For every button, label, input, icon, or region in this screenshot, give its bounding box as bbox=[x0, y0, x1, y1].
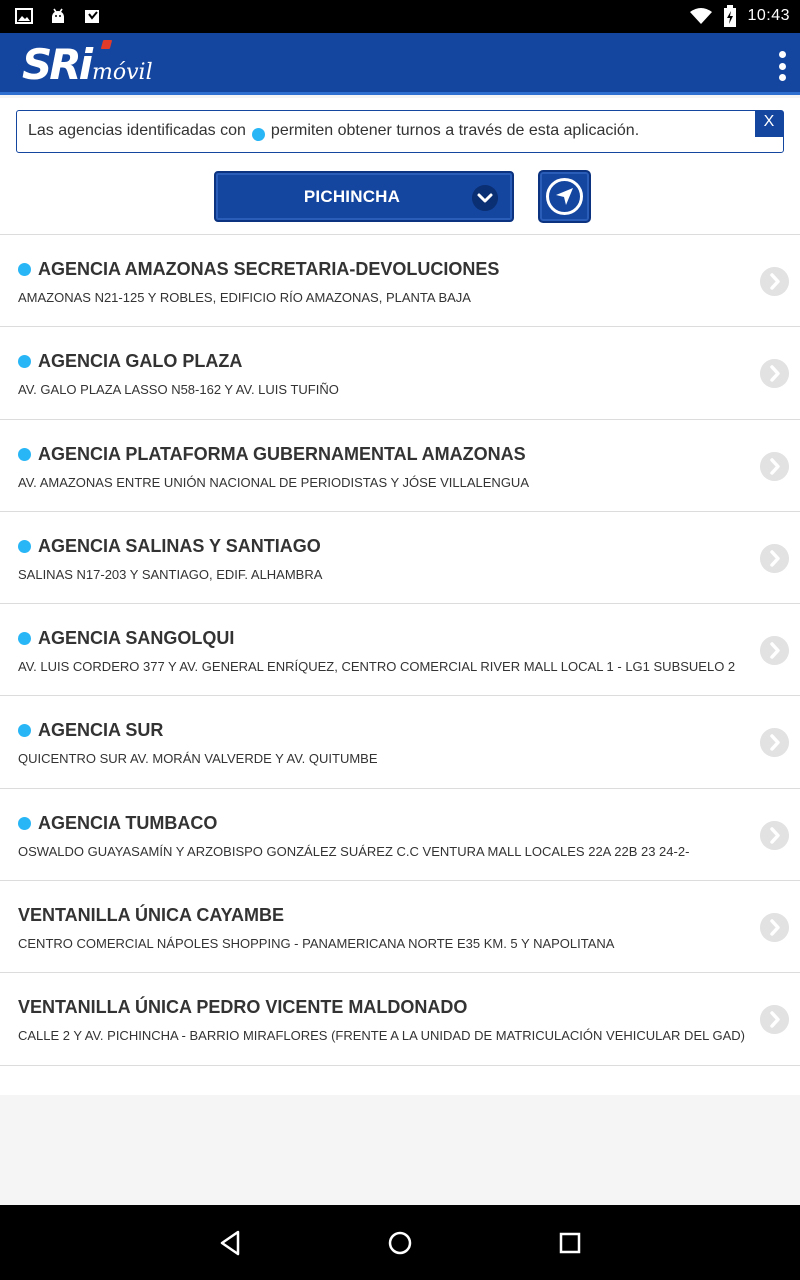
navigation-icon bbox=[540, 172, 589, 221]
more-vert-icon[interactable] bbox=[776, 51, 788, 81]
battery-icon bbox=[723, 5, 737, 27]
turn-dot-icon bbox=[18, 448, 31, 461]
province-select-value: PICHINCHA bbox=[303, 187, 401, 206]
agency-address: QUICENTRO SUR AV. MORÁN VALVERDE Y AV. QUITUMBE bbox=[18, 751, 378, 767]
agency-address: CALLE 2 Y AV. PICHINCHA - BARRIO MIRAFLORES (FRENTE A LA UNIDAD DE MATRICULACIÓN VEHICULAR DEL GAD) bbox=[18, 1028, 745, 1044]
info-banner bbox=[16, 110, 784, 153]
agency-title bbox=[18, 720, 163, 741]
agency-row[interactable] bbox=[0, 881, 800, 973]
store-icon bbox=[82, 6, 102, 26]
agency-title bbox=[18, 905, 284, 926]
agency-list bbox=[0, 234, 800, 1066]
agency-name: AGENCIA TUMBACO bbox=[38, 812, 218, 833]
info-banner-text bbox=[28, 122, 639, 140]
agency-row[interactable] bbox=[0, 973, 800, 1065]
chevron-down-icon bbox=[472, 185, 498, 211]
turn-dot-icon bbox=[18, 540, 31, 553]
close-banner-button[interactable]: X bbox=[755, 111, 783, 137]
chevron-right-icon[interactable] bbox=[760, 1005, 789, 1034]
wifi-icon bbox=[689, 6, 713, 26]
agency-title bbox=[18, 444, 526, 465]
status-bar bbox=[0, 0, 800, 33]
agency-name: VENTANILLA ÚNICA CAYAMBE bbox=[18, 905, 285, 926]
chevron-right-icon[interactable] bbox=[760, 544, 789, 573]
info-text-before: Las agencias identificadas con bbox=[28, 122, 246, 139]
chevron-right-icon[interactable] bbox=[760, 267, 789, 296]
chevron-right-icon[interactable] bbox=[760, 636, 789, 665]
agency-address: AV. GALO PLAZA LASSO N58-162 Y AV. LUIS TUFIÑO bbox=[18, 382, 339, 398]
turn-dot-icon bbox=[18, 724, 31, 737]
empty-area bbox=[0, 1095, 800, 1205]
agency-row[interactable] bbox=[0, 327, 800, 419]
agency-row[interactable] bbox=[0, 235, 800, 327]
logo-main: SRi bbox=[22, 40, 90, 89]
agency-title bbox=[18, 628, 234, 649]
agency-address: SALINAS N17-203 Y SANTIAGO, EDIF. ALHAMBRA bbox=[18, 566, 323, 582]
turn-dot-icon bbox=[252, 128, 265, 141]
agency-title bbox=[18, 259, 499, 280]
content bbox=[0, 98, 800, 1205]
agency-address: AV. LUIS CORDERO 377 Y AV. GENERAL ENRÍQUEZ, CENTRO COMERCIAL RIVER MALL LOCAL 1 - LG1 SUBSUELO 2 bbox=[18, 659, 736, 675]
logo-dot bbox=[101, 40, 112, 49]
back-icon[interactable] bbox=[214, 1227, 246, 1259]
agency-title bbox=[18, 997, 467, 1018]
recents-icon[interactable] bbox=[554, 1227, 586, 1259]
agency-title bbox=[18, 813, 217, 834]
agency-name: AGENCIA SALINAS Y SANTIAGO bbox=[38, 535, 321, 556]
agency-title bbox=[18, 351, 242, 372]
chevron-right-icon[interactable] bbox=[760, 821, 789, 850]
logo-sub: móvil bbox=[92, 60, 153, 85]
navigation-bar bbox=[0, 1205, 800, 1280]
turn-dot-icon bbox=[18, 355, 31, 368]
agency-address: AV. AMAZONAS ENTRE UNIÓN NACIONAL DE PERIODISTAS Y JÓSE VILLALENGUA bbox=[18, 474, 529, 490]
agency-name: AGENCIA GALO PLAZA bbox=[38, 351, 243, 372]
agency-address: CENTRO COMERCIAL NÁPOLES SHOPPING - PANAMERICANA NORTE E35 KM. 5 Y NAPOLITANA bbox=[18, 936, 615, 952]
agency-name: AGENCIA SUR bbox=[38, 720, 164, 741]
chevron-right-icon[interactable] bbox=[760, 452, 789, 481]
agency-name: AGENCIA PLATAFORMA GUBERNAMENTAL AMAZONAS bbox=[38, 443, 526, 464]
chevron-right-icon[interactable] bbox=[760, 913, 789, 942]
agency-name: VENTANILLA ÚNICA PEDRO VICENTE MALDONADO bbox=[18, 997, 468, 1018]
info-text-after: permiten obtener turnos a través de esta aplicación. bbox=[270, 122, 640, 139]
agency-row[interactable] bbox=[0, 789, 800, 881]
province-select[interactable] bbox=[214, 171, 514, 222]
app-bar bbox=[0, 33, 800, 95]
agency-row[interactable] bbox=[0, 604, 800, 696]
agency-row[interactable] bbox=[0, 696, 800, 788]
turn-dot-icon bbox=[18, 263, 31, 276]
sri-logo bbox=[22, 39, 153, 87]
turn-dot-icon bbox=[18, 632, 31, 645]
agency-address: OSWALDO GUAYASAMÍN Y ARZOBISPO GONZÁLEZ SUÁREZ C.C VENTURA MALL LOCALES 22A 22B 23 24-2- bbox=[18, 843, 690, 859]
home-icon[interactable] bbox=[384, 1227, 416, 1259]
agency-name: AGENCIA AMAZONAS SECRETARIA-DEVOLUCIONES bbox=[38, 259, 500, 279]
agency-row[interactable] bbox=[0, 420, 800, 512]
clock: 10:43 bbox=[747, 7, 790, 24]
agency-name: AGENCIA SANGOLQUI bbox=[38, 628, 235, 649]
image-icon bbox=[14, 6, 34, 26]
android-icon bbox=[48, 6, 68, 26]
locate-button[interactable] bbox=[538, 170, 591, 223]
chevron-right-icon[interactable] bbox=[760, 728, 789, 757]
chevron-right-icon[interactable] bbox=[760, 359, 789, 388]
agency-title bbox=[18, 536, 321, 557]
turn-dot-icon bbox=[18, 817, 31, 830]
agency-address: AMAZONAS N21-125 Y ROBLES, EDIFICIO RÍO AMAZONAS, PLANTA BAJA bbox=[18, 290, 471, 305]
agency-row[interactable] bbox=[0, 512, 800, 604]
